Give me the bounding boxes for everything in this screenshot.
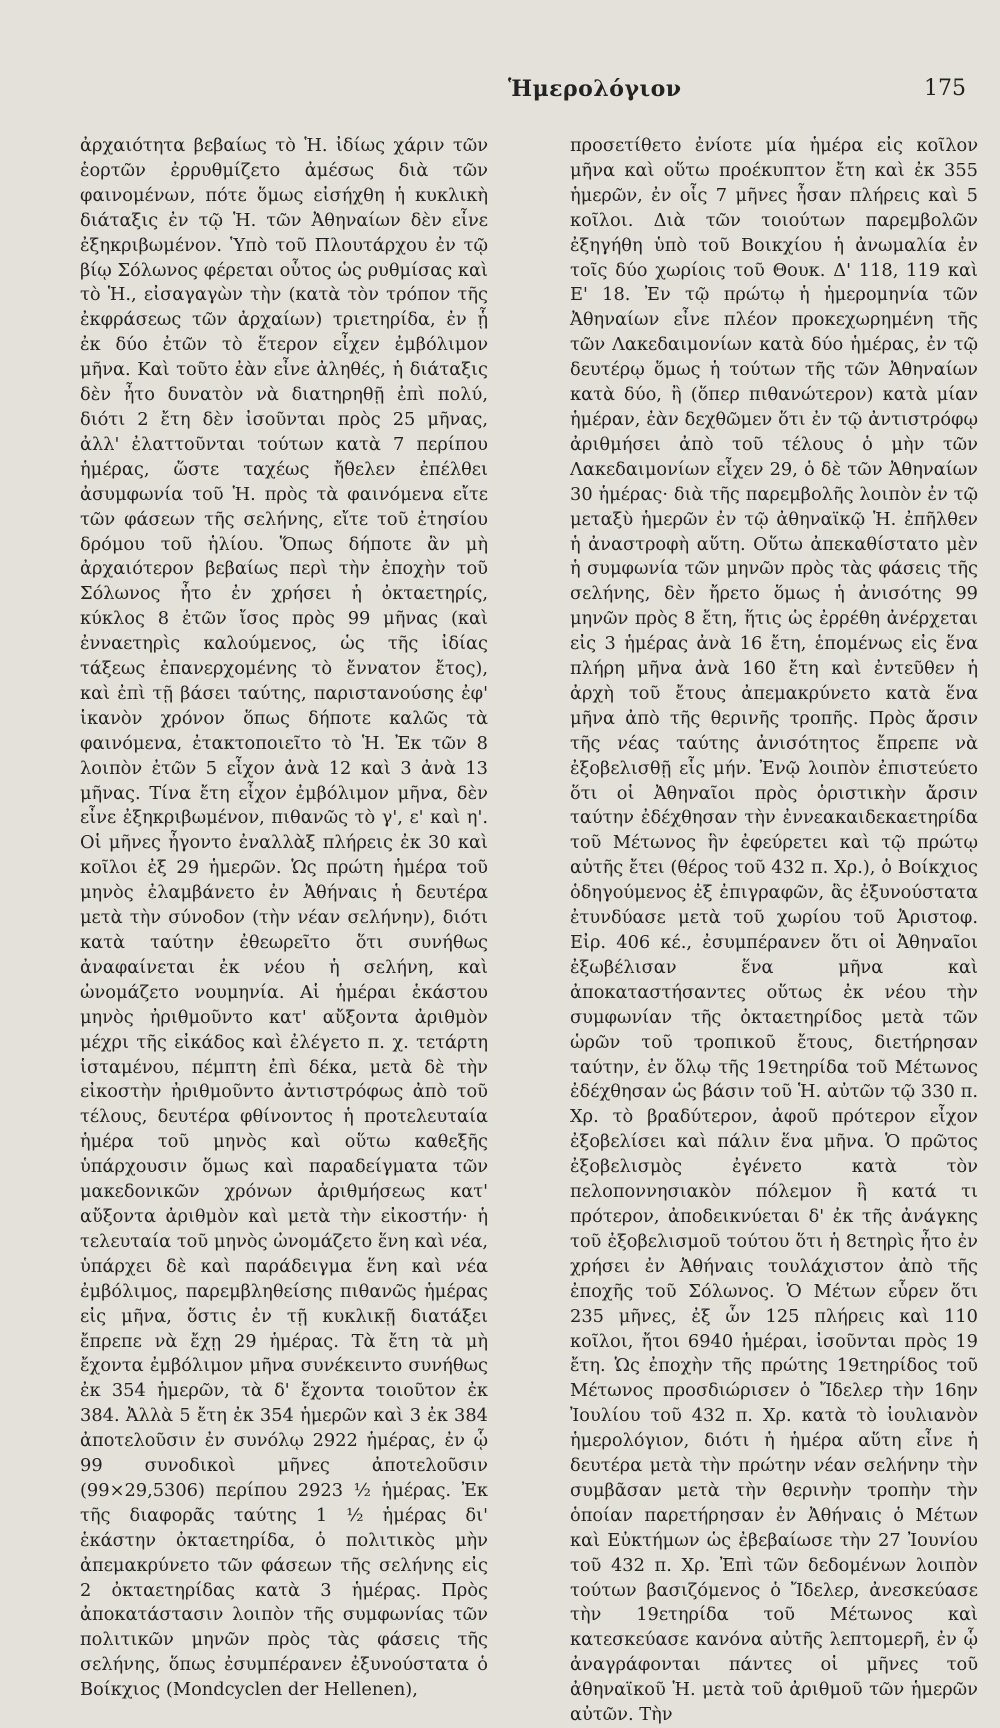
right-column-text: προσετίθετο ἐνίοτε μία ἡμέρα εἰς κοῖλον μῆνα καὶ οὕτω προέκυπτον ἔτη καὶ ἐκ 355 ἡμερῶν, ἐν οἷς 7 μῆνες ἦσαν πλήρεις καὶ 5 κοῖλοι. Διὰ τῶν τοιούτων παρεμβολῶν ἐξηγήθη ὑπὸ τοῦ Βοικχίου ἡ ἀνωμαλία ἐν τοῖς δύο χωρίοις τοῦ Θουκ. Δ' 118, 119 καὶ Ε' 18. Ἐν τῷ πρώτῳ ἡ ἡμερομηνία τῶν Ἀθηναίων εἶνε πλέον προκεχωρημένη τῆς τῶν Λακεδαιμονίων κατὰ δύο ἡμέρας, ἐν τῷ δευτέρῳ ὅμως ἡ τούτων τῆς τῶν Ἀθηναίων κατὰ δύο, ἢ (ὅπερ πιθανώτερον) κατὰ μίαν ἡμέραν, ἐὰν δεχθῶμεν ὅτι ἐν τῷ ἀντιστρόφῳ ἀριθμήσει ἀπὸ τοῦ τέλους ὁ μὴν τῶν Λακεδαιμονίων εἶχεν 29, ὁ δὲ τῶν Ἀθηναίων 30 ἡμέρας· διὰ τῆς παρεμβολῆς λοιπὸν ἐν τῷ μεταξὺ ἡμερῶν ἐν τῷ ἀθηναϊκῷ Ἡ. ἐπῆλθεν ἡ ἀναστροφὴ αὕτη. Οὕτω ἀπεκαθίστατο μὲν ἡ συμφωνία τῶν μηνῶν πρὸς τὰς φάσεις τῆς σελήνης, δὲν ἤρετο ὅμως ἡ ἀνισότης 99 μηνῶν πρὸς 8 ἔτη, ἥτις ὡς ἐρρέθη ἀνέρχεται εἰς 3 ἡμέρας ἀνὰ 16 ἔτη, ἑπομένως εἰς ἕνα πλήρη μῆνα ἀνὰ 160 ἔτη καὶ ἐντεῦθεν ἡ ἀρχὴ τοῦ ἔτους ἀπεμακρύνετο κατὰ ἕνα μῆνα ἀπὸ τῆς θερινῆς τροπῆς. Πρὸς ἄρσιν τῆς νέας ταύτης ἀνισότητος ἔπρεπε νὰ ἐξοβελισθῇ εἷς μήν. Ἐνῷ λοιπὸν ἐπιστεύετο ὅτι οἱ Ἀθηναῖοι πρὸς ὁριστικὴν ἄρσιν ταύτην ἐδέχθησαν τὴν ἐννεακαιδεκαετηρίδα τοῦ Μέτωνος ἣν ἐφεύρετει καὶ τῷ πρώτῳ αὐτῆς ἔτει (θέρος τοῦ 432 π. Χρ.), ὁ Βοίκχιος ὁδηγούμενος ἐξ ἐπιγραφῶν, ἃς ἐξυνούστατα ἐτυνδύασε μετὰ τοῦ χωρίου τοῦ Ἀριστοφ. Εἰρ. 406 κέ., ἐσυμπέρανεν ὅτι οἱ Ἀθηναῖοι ἐξωβέλισαν ἕνα μῆνα καὶ ἀποκαταστήσαντες οὕτως ἐκ νέου τὴν συμφωνίαν τῆς ὀκταετηρίδος μετὰ τῶν ὡρῶν τοῦ τροπικοῦ ἔτους, διετήρησαν ταύτην, ἐν ὅλῳ τῆς 19ετηρίδα τοῦ Μέτωνος ἐδέχθησαν ὡς βάσιν τοῦ Ἡ. αὐτῶν τῷ 330 π. Χρ. τὸ βραδύτερον, ἀφοῦ πρότερον εἶχον ἐξοβελίσει καὶ πάλιν ἕνα μῆνα. Ὁ πρῶτος ἐξοβελισμὸς ἐγένετο κατὰ τὸν πελοποννησιακὸν πόλεμον ἢ κατά τι πρότερον, ἀποδεικνύεται δ' ἐκ τῆς ἀνάγκης τοῦ ἐξοβελισμοῦ τούτου ὅτι ἡ 8ετηρὶς ἦτο ἐν χρήσει ἐν Ἀθήναις τουλάχιστον ἀπὸ τῆς ἐποχῆς τοῦ Σόλωνος. Ὁ Μέτων εὗρεν ὅτι 235 μῆνες, ἐξ ὧν 125 πλήρεις καὶ 110 κοῖλοι, ἤτοι 6940 ἡμέραι, ἰσοῦνται πρὸς 19 ἔτη. Ὡς ἐποχὴν τῆς πρώτης 19ετηρίδος τοῦ Μέτωνος προσδιώρισεν ὁ Ἴδελερ τὴν 16ην Ἰουλίου τοῦ 432 π. Χρ. κατὰ τὸ ἰουλιανὸν ἡμερολόγιον, διότι ἡ ἡμέρα αὕτη εἶνε ἡ δευτέρα μετὰ τὴν πρώτην νέαν σελήνην τὴν συμβᾶσαν μετὰ τὴν θερινὴν τροπὴν τὴν ὁποίαν παρετήρησαν ἐν Ἀθήναις ὁ Μέτων καὶ Εὐκτήμων ὡς ἐβεβαίωσε τὴν 27 Ἰουνίου τοῦ 432 π. Χρ. Ἐπὶ τῶν δεδομένων λοιπὸν τούτων βασιζόμενος ὁ Ἴδελερ, ἀνεσκεύασε τὴν 19ετηρίδα τοῦ Μέτωνος καὶ κατεσκεύασε κανόνα αὐτῆς λεπτομερῆ, ἐν ᾧ ἀναγράφονται πάντες οἱ μῆνες τοῦ ἀθηναϊκοῦ Ἡ. μετὰ τοῦ ἀριθμοῦ τῶν ἡμερῶν αὐτῶν. Τὴν bbox=[570, 135, 978, 1726]
left-column-text: ἀρχαιότητα βεβαίως τὸ Ἡ. ἰδίως χάριν τῶν ἑορτῶν ἐρρυθμίζετο ἀμέσως διὰ τῶν φαινομένων, πότε ὅμως εἰσήχθη ἡ κυκλικὴ διάταξις ἐν τῷ Ἡ. τῶν Ἀθηναίων δὲν εἶνε ἐξηκριβωμένον. Ὑπὸ τοῦ Πλουτάρχου ἐν τῷ βίῳ Σόλωνος φέρεται οὗτος ὡς ρυθμίσας καὶ τὸ Ἡ., εἰσαγαγὼν τὴν (κατὰ τὸν τρόπον τῆς ἐκφράσεως τῶν ἀρχαίων) τριετηρίδα, ἐν ᾗ ἐκ δύο ἐτῶν τὸ ἕτερον εἶχεν ἐμβόλιμον μῆνα. Καὶ τοῦτο ἐὰν εἶνε ἀληθές, ἡ διάταξις δὲν ἦτο δυνατὸν νὰ διατηρηθῇ ἐπὶ πολύ, διότι 2 ἔτη δὲν ἰσοῦνται πρὸς 25 μῆνας, ἀλλ' ἐλαττοῦνται τούτων κατὰ 7 περίπου ἡμέρας, ὥστε ταχέως ἤθελεν ἐπέλθει ἀσυμφωνία τοῦ Ἡ. πρὸς τὰ φαινόμενα εἴτε τῶν φάσεων τῆς σελήνης, εἴτε τοῦ ἐτησίου δρόμου τοῦ ἡλίου. Ὅπως δήποτε ἂν μὴ ἀρχαιότερον βεβαίως περὶ τὴν ἐποχὴν τοῦ Σόλωνος ἦτο ἐν χρήσει ἡ ὀκταετηρίς, κύκλος 8 ἐτῶν ἴσος πρὸς 99 μῆνας (καὶ ἐνναετηρὶς καλούμενος, ὡς τῆς ἰδίας τάξεως ἐπανερχομένης τὸ ἔννατον ἔτος), καὶ ἐπὶ τῇ βάσει ταύτης, παριστανούσης ἐφ' ἱκανὸν χρόνον ὅπως δήποτε καλῶς τὰ φαινόμενα, ἐτακτοποιεῖτο τὸ Ἡ. Ἐκ τῶν 8 λοιπὸν ἐτῶν 5 εἶχον ἀνὰ 12 καὶ 3 ἀνὰ 13 μῆνας. Τίνα ἔτη εἶχον ἐμβόλιμον μῆνα, δὲν εἶνε ἐξηκριβωμένον, πιθανῶς τὸ γ', ε' καὶ η'. Οἱ μῆνες ἦγοντο ἐναλλὰξ πλήρεις ἐκ 30 καὶ κοῖλοι ἐξ 29 ἡμερῶν. Ὡς πρώτη ἡμέρα τοῦ μηνὸς ἐλαμβάνετο ἐν Ἀθήναις ἡ δευτέρα μετὰ τὴν σύνοδον (τὴν νέαν σελήνην), διότι κατὰ ταύτην ἐθεωρεῖτο ὅτι συνήθως ἀναφαίνεται ἐκ νέου ἡ σελήνη, καὶ ὠνομάζετο νουμηνία. Αἱ ἡμέραι ἑκάστου μηνὸς ἠριθμοῦντο κατ' αὔξοντα ἀριθμὸν μέχρι τῆς εἰκάδος καὶ ἐλέγετο π. χ. τετάρτη ἱσταμένου, πέμπτη ἐπὶ δέκα, μετὰ δὲ τὴν εἰκοστὴν ἠριθμοῦντο ἀντιστρόφως ἀπὸ τοῦ τέλους, δευτέρα φθίνοντος ἡ προτελευταία ἡμέρα τοῦ μηνὸς καὶ οὕτω καθεξῆς ὑπάρχουσιν ὅμως καὶ παραδείγματα τῶν μακεδονικῶν χρόνων ἀριθμήσεως κατ' αὔξοντα ἀριθμὸν καὶ μετὰ τὴν εἰκοστήν· ἡ τελευταία τοῦ μηνὸς ὠνομάζετο ἕνη καὶ νέα, ὑπάρχει δὲ καὶ παράδειγμα ἕνη καὶ νέα ἐμβόλιμος, παρεμβληθείσης πιθανῶς ἡμέρας εἰς μῆνα, ὅστις ἐν τῇ κυκλικῇ διατάξει ἔπρεπε νὰ ἔχῃ 29 ἡμέρας. Τὰ ἔτη τὰ μὴ ἔχοντα ἐμβόλιμον μῆνα συνέκειντο συνήθως ἐκ 354 ἡμερῶν, τὰ δ' ἔχοντα τοιοῦτον ἐκ 384. Ἀλλὰ 5 ἔτη ἐκ 354 ἡμερῶν καὶ 3 ἐκ 384 ἀποτελοῦσιν ἐν συνόλῳ 2922 ἡμέρας, ἐν ᾧ 99 συνοδικοὶ μῆνες ἀποτελοῦσιν (99×29,5306) περίπου 2923 ½ ἡμέρας. Ἐκ τῆς διαφορᾶς ταύτης 1 ½ ἡμέρας δι' ἑκάστην ὀκταετηρίδα, ὁ πολιτικὸς μὴν ἀπεμακρύνετο τῶν φάσεων τῆς σελήνης εἰς 2 ὀκταετηρίδας κατὰ 3 ἡμέρας. Πρὸς ἀποκατάστασιν λοιπὸν τῆς συμφωνίας τῶν πολιτικῶν μηνῶν πρὸς τὰς φάσεις τῆς σελήνης, ὅπως ἐσυμπέρανεν ἐξυνούστατα ὁ Βοίκχιος (Mondcyclen der Hellenen), bbox=[80, 135, 488, 1701]
page-header bbox=[80, 68, 978, 108]
page-number: 175 bbox=[924, 76, 966, 101]
text-columns bbox=[80, 134, 978, 1728]
right-column bbox=[570, 134, 978, 1728]
left-column bbox=[80, 134, 488, 1728]
running-title: Ἡμερολόγιον bbox=[508, 76, 682, 102]
